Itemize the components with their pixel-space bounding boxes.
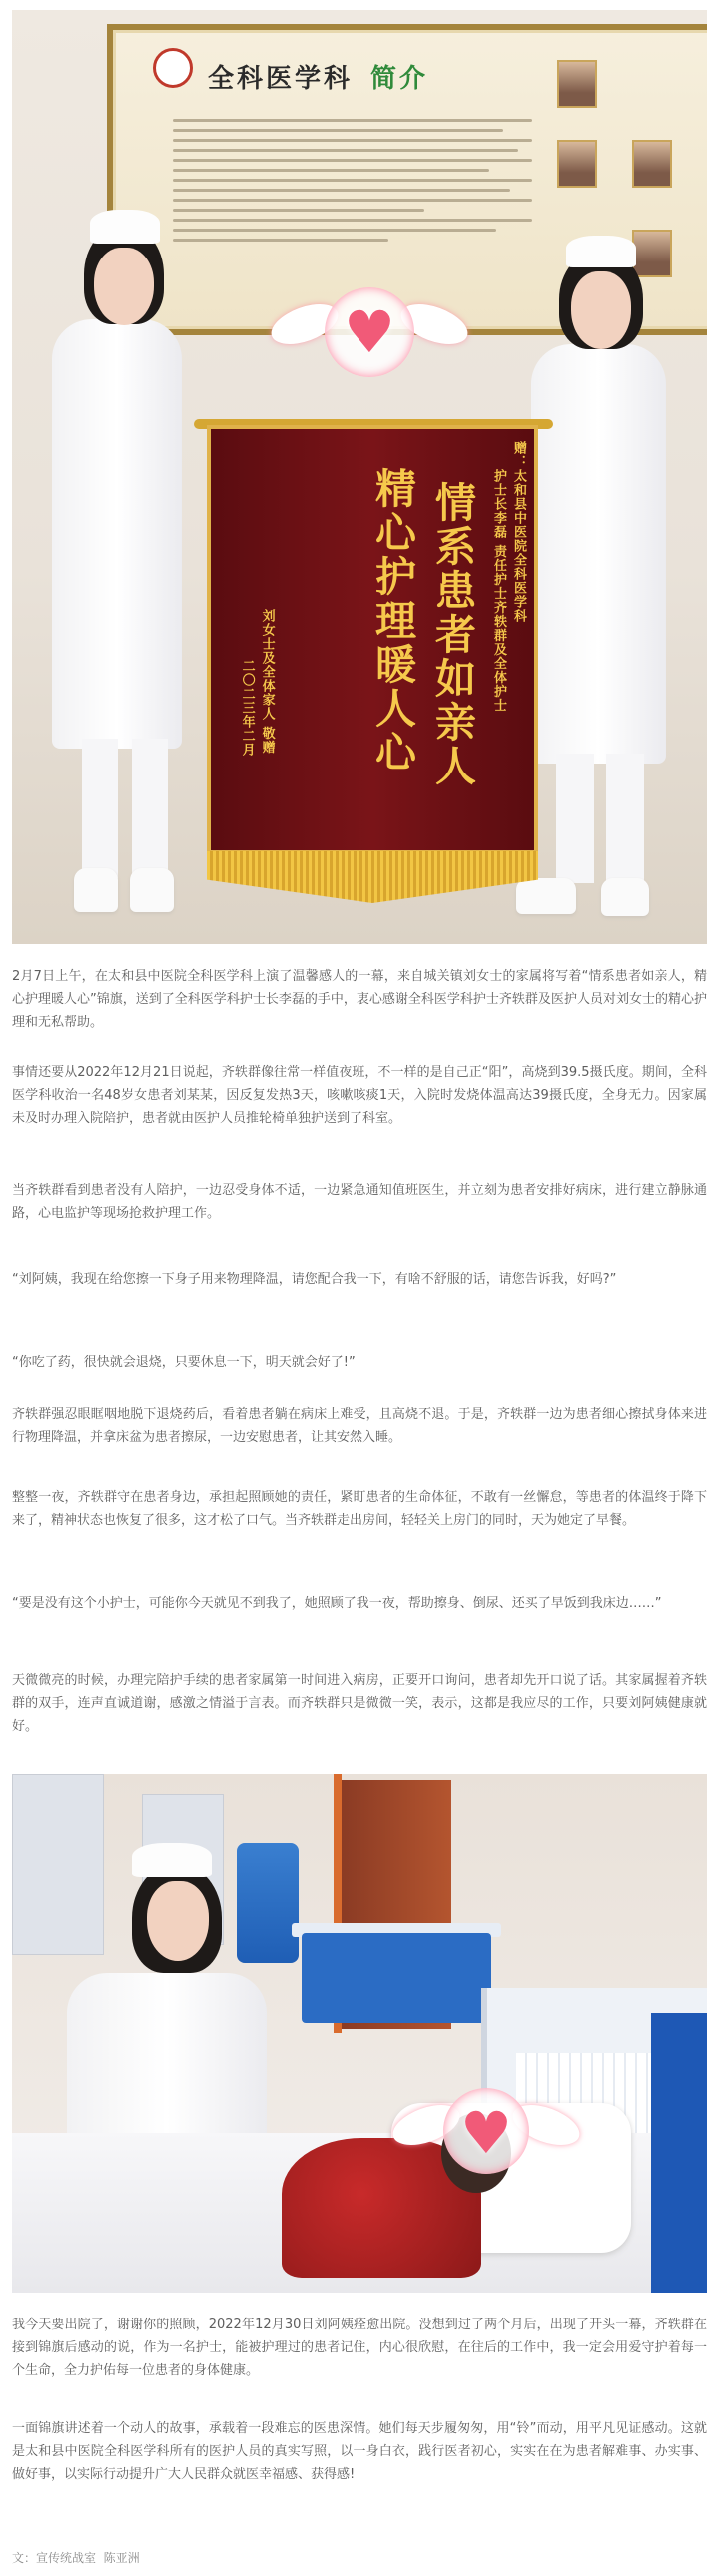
silk-banner <box>207 425 538 854</box>
article-paragraph-9: 天微微亮的时候，办理完陪护手续的患者家属第一时间进入病房，正要开口询问，患者却先开口说了话。其家属握着齐轶群的双手，连声直诚道谢，感激之情溢于言表。而齐轶群只是微微一笑，表示，这都是我应尽的工作，只要刘阿姨健康就好。 <box>12 1673 707 1734</box>
heart-icon: ♥ <box>460 2099 512 2167</box>
author-credit: 文：宣传统战室 陈亚洲 <box>12 2551 140 2565</box>
article-paragraph-2: 事情还要从2022年12月21日说起，齐轶群像往常一样值夜班，不一样的是自己正“阳”，高烧到39.5摄氏度。期间，全科医学科收治一名48岁女患者刘某某，因反复发热3天，咳嗽咳痰1天，入院时发烧体温高达39摄氏度，全身无力。因家属未及时办理入院陪护，患者就由医护人员推轮椅单独护送到了科室。 <box>12 1065 707 1126</box>
article-paragraph-4: “刘阿姨，我现在给您擦一下身子用来物理降温，请您配合我一下，有啥不舒服的话，请您告诉我，好吗?” <box>12 1272 617 1287</box>
bed-rail <box>651 2013 707 2293</box>
banner-presentation-photo <box>12 10 707 944</box>
board-subtitle: 简介 <box>370 64 429 94</box>
article-paragraph-8: “要是没有这个小护士，可能你今天就见不到我了，她照顾了我一夜，帮助擦身、倒尿、还买了早饭到我床边……” <box>12 1596 662 1611</box>
article-paragraph-11: 一面锦旗讲述着一个动人的故事，承载着一段难忘的医患深情。她们每天步履匆匆，用“铃”而动，用平凡见证感动。这就是太和县中医院全科医学科所有的医护人员的真实写照，以一身白衣，践行医者初心，实实在在为患者解难事、办实事、做好事，以实际行动提升广大人民群众就医幸福感、获得感! <box>12 2421 707 2482</box>
board-text-lines <box>173 112 532 249</box>
article-paragraph-5: “你吃了药，很快就会退烧，只要休息一下，明天就会好了!” <box>12 1355 356 1370</box>
staff-portrait <box>632 230 672 277</box>
article-paragraph-6: 齐轶群强忍眼眶咽地脱下退烧药后，看着患者躺在病床上难受，且高烧不退。于是，齐轶群一边为患者细心擦拭身体来进行物理降温，并拿床盆为患者擦尿，一边安慰患者，让其安然入睡。 <box>12 1407 707 1445</box>
article-paragraph-7: 整整一夜，齐轶群守在患者身边，承担起照顾她的责任，紧盯患者的生命体征，不敢有一丝懈怠，等患者的体温终于降下来了，精神状态也恢复了很多，这才松了口气。当齐轶群走出房间，轻轻关上房门的同时，天为她定了早餐。 <box>12 1490 707 1528</box>
hospital-logo-icon <box>153 48 193 88</box>
banner-date: 二〇二三年二月 <box>239 659 255 757</box>
staff-portrait <box>632 140 672 188</box>
banner-slogan-left: 精心护理暖人心 <box>368 467 416 774</box>
staff-portrait <box>557 140 597 188</box>
board-title <box>208 58 428 95</box>
bedside-cabinet <box>302 1933 491 2023</box>
staff-portrait <box>557 60 597 108</box>
blue-chair <box>237 1843 299 1963</box>
banner-giver: 刘女士及全体家人 敬赠 <box>259 609 275 755</box>
nurse-bedside-photo <box>12 1774 707 2293</box>
board-title-text: 全科医学科 <box>208 64 354 94</box>
privacy-heart-sticker <box>391 2078 581 2188</box>
banner-recipients: 护士长李磊 责任护士齐轶群及全体护士 <box>491 469 506 713</box>
article-paragraph-10: 我今天要出院了，谢谢你的照顾，2022年12月30日刘阿姨痊愈出院。没想到过了两个月后，出现了开头一幕，齐轶群在接到锦旗后感动的说，作为一名护士，能被护理过的患者记住，内心很欣慰，在往后的工作中，我一定会用爱守护着每一个生命，全力护佑每一位患者的身体健康。 <box>12 2318 707 2378</box>
banner-slogan-right: 情系患者如亲人 <box>428 481 476 788</box>
article-paragraph-3: 当齐轶群看到患者没有人陪护，一边忍受身体不适，一边紧急通知值班医生，并立刻为患者安排好病床，进行建立静脉通路，心电监护等现场抢救护理工作。 <box>12 1183 707 1221</box>
banner-fringe <box>207 851 538 903</box>
heart-icon: ♥ <box>344 298 395 366</box>
privacy-heart-sticker <box>270 277 469 387</box>
banner-dedication: 赠：太和县中医院全科医学科 <box>511 441 526 623</box>
article-paragraph-1: 2月7日上午，在太和县中医院全科医学科上演了温馨感人的一幕，来自城关镇刘女士的家属将写着“情系患者如亲人，精心护理暖人心”锦旗，送到了全科医学科护士长李磊的手中，衷心感谢全科医学科护士齐轶群及医护人员对刘女士的精心护理和无私帮助。 <box>12 969 707 1030</box>
wall-cabinet <box>12 1774 104 1955</box>
